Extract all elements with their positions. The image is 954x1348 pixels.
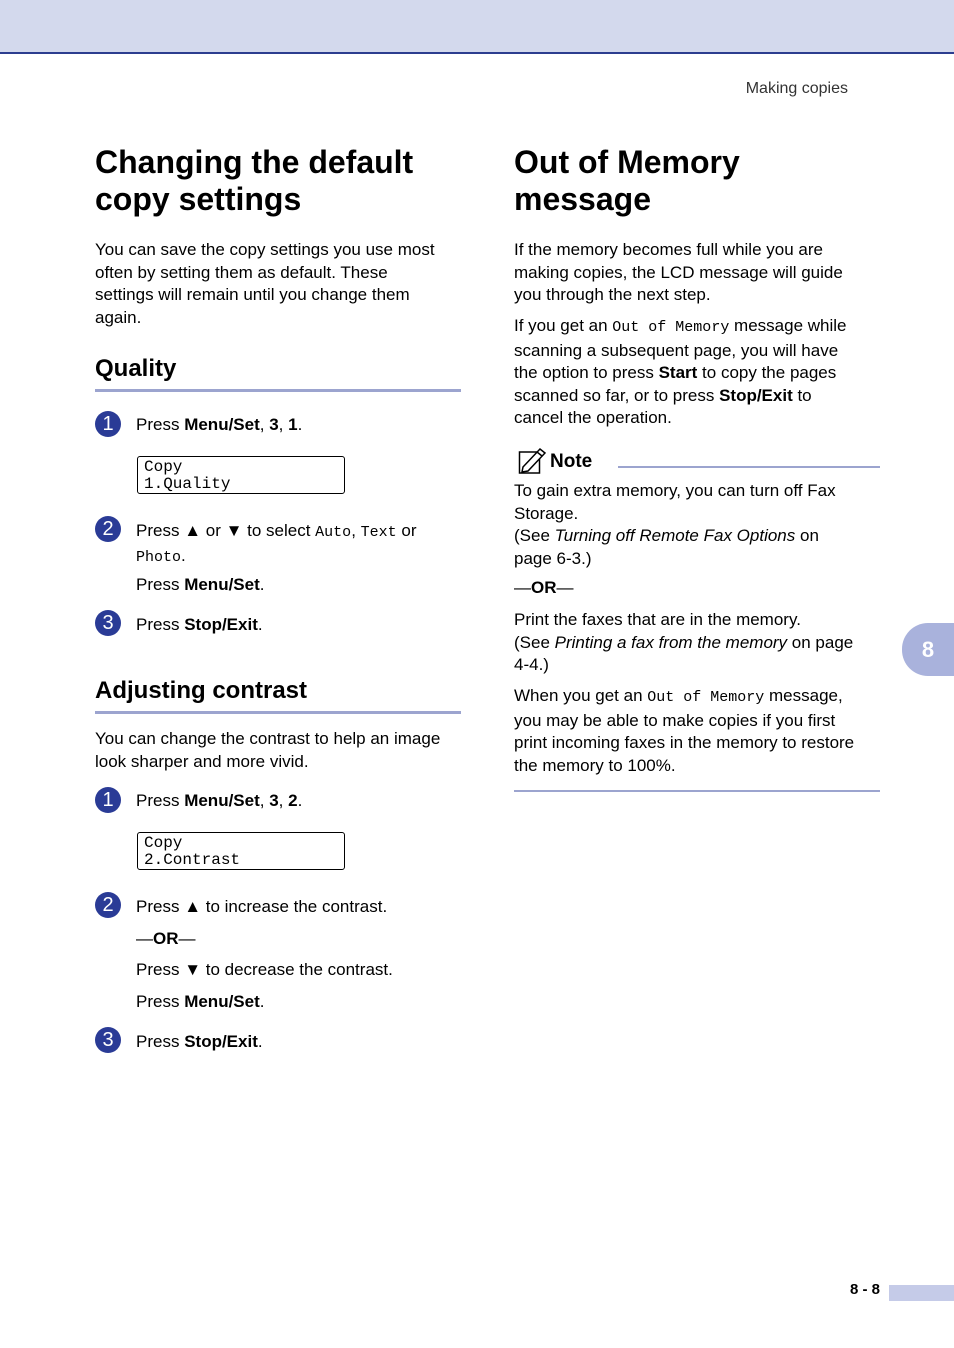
step-number-badge: 3 [95, 610, 121, 636]
note-paragraph-3: When you get an Out of Memory message, you may be able to make copies if you first print incoming faxes in the memory to restore the memory to 100%. [514, 686, 855, 775]
down-arrow-icon: ▼ [184, 960, 202, 979]
quality-step2-text: Press ▲ or ▼ to select Auto, Text or Photo. [136, 521, 417, 566]
top-banner [0, 0, 954, 54]
contrast-step1-text: Press Menu/Set, 3, 2. [136, 791, 303, 810]
contrast-step3-text: Press Stop/Exit. [136, 1032, 263, 1051]
quality-step1-text: Press Menu/Set, 3, 1. [136, 415, 303, 434]
quality-rule [95, 389, 461, 392]
down-arrow-icon: ▼ [225, 521, 243, 540]
quality-heading: Quality [95, 355, 177, 382]
memory-paragraph-1: If the memory becomes full while you are making copies, the LCD message will guide you through the next step. [514, 240, 843, 304]
step-number-badge: 2 [95, 892, 121, 918]
note-paragraph-2: Print the faxes that are in the memory. (See Printing a fax from the memory on page 4-4.) [514, 610, 854, 674]
up-arrow-icon: ▲ [184, 897, 202, 916]
quality-step2-press-menu: Press Menu/Set. [136, 575, 265, 594]
memory-paragraph-2: If you get an Out of Memory message while scanning a subsequent page, you will have the option to press Start to copy the pages scanned so far, or to press Stop/Exit to cancel the operation. [514, 316, 847, 427]
or-separator: —OR— [514, 578, 574, 597]
page-title-right: Out of Memory message [514, 144, 740, 217]
contrast-step2-decrease: Press ▼ to decrease the contrast. [136, 960, 393, 979]
quality-step3-text: Press Stop/Exit. [136, 615, 263, 634]
footer-bar [889, 1285, 954, 1301]
contrast-intro: You can change the contrast to help an image look sharper and more vivid. [95, 729, 441, 771]
note-pencil-icon [518, 447, 548, 475]
step-number-badge: 1 [95, 411, 121, 437]
or-separator: —OR— [136, 929, 196, 948]
contrast-step2-press-menu: Press Menu/Set. [136, 992, 265, 1011]
intro-paragraph: You can save the copy settings you use most often by setting them as default. These settings will remain until you change them again. [95, 240, 435, 327]
up-arrow-icon: ▲ [184, 521, 202, 540]
chapter-tab[interactable]: 8 [902, 623, 954, 676]
page-title-left: Changing the default copy settings [95, 144, 414, 217]
lcd-display-contrast: Copy 2.Contrast [137, 832, 345, 870]
note-paragraph-1: To gain extra memory, you can turn off Fax Storage. (See Turning off Remote Fax Options on page 6-3.) [514, 481, 836, 568]
lcd-display-quality: Copy 1.Quality [137, 456, 345, 494]
step-number-badge: 1 [95, 787, 121, 813]
step-number-badge: 3 [95, 1027, 121, 1053]
contrast-step2-text: Press ▲ to increase the contrast. [136, 897, 388, 916]
running-header: Making copies [745, 80, 848, 97]
note-end-rule [514, 790, 880, 792]
note-title: Note [550, 451, 593, 472]
contrast-rule [95, 711, 461, 714]
page-number: 8 - 8 [849, 1281, 880, 1298]
step-number-badge: 2 [95, 516, 121, 542]
contrast-heading: Adjusting contrast [95, 677, 308, 704]
note-rule [618, 466, 880, 468]
